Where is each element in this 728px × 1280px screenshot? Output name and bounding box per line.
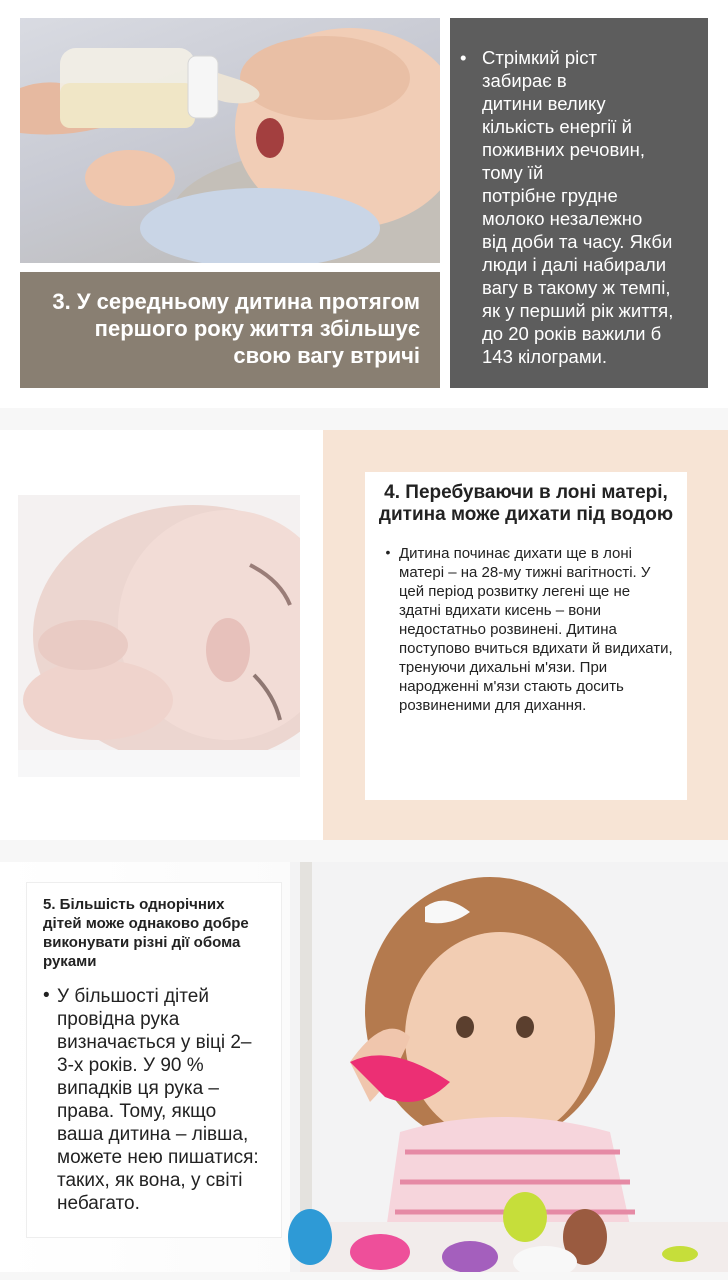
fact-3-title: 3. У середньому дитина протягом першого року життя збільшує свою вагу втричі <box>20 272 440 388</box>
fact-4-title: 4. Перебуваючи в лоні матері, дитина може дихати під водою <box>378 482 674 525</box>
fact-5-card <box>26 882 282 1238</box>
fact-5-text: У більшості дітей провідна рука визначається у віці 2–3-х років. У 90 % випадків ця рука – права. Тому, якщо ваша дитина – лівша, можете нею пишатися: таких, як вона, у світі небагато. <box>57 986 259 1214</box>
bullet-icon: • <box>460 47 467 68</box>
fact-4-card <box>365 472 687 800</box>
fact-4-section <box>0 430 728 840</box>
bullet-icon: • <box>43 985 50 1006</box>
fact-5-section <box>0 862 728 1272</box>
fact-3-text: Стрімкий ріст забирає в дитини велику кількість енергії й поживних речовин, тому їй потрібне грудне молоко незалежно від доби та часу. Якби люди і далі набирали вагу в такому ж темпі, як у перший рік життя, до 20 років важили б 143 кілограми. <box>482 47 674 367</box>
sleeping-baby-photo <box>18 495 300 777</box>
baby-bottle-photo <box>20 18 440 263</box>
fact-4-text: Дитина починає дихати ще в лоні матері – на 28-му тижні вагітності. У цей період розвитку легені ще не здатні вдихати кисень – вони недостатньо розвинені. Дитина поступово вчиться вдихати й видихати, тренуючи дихальні м'язи. При народженні м'язи стають досить розвиненими для дихання. <box>399 545 673 714</box>
bullet-icon: • <box>385 544 391 560</box>
fact-3-description <box>450 18 708 388</box>
fact-3-section <box>0 0 728 408</box>
fact-5-title: 5. Більшість однорічних дітей може однаково добре виконувати різні дії обома руками <box>43 896 249 970</box>
